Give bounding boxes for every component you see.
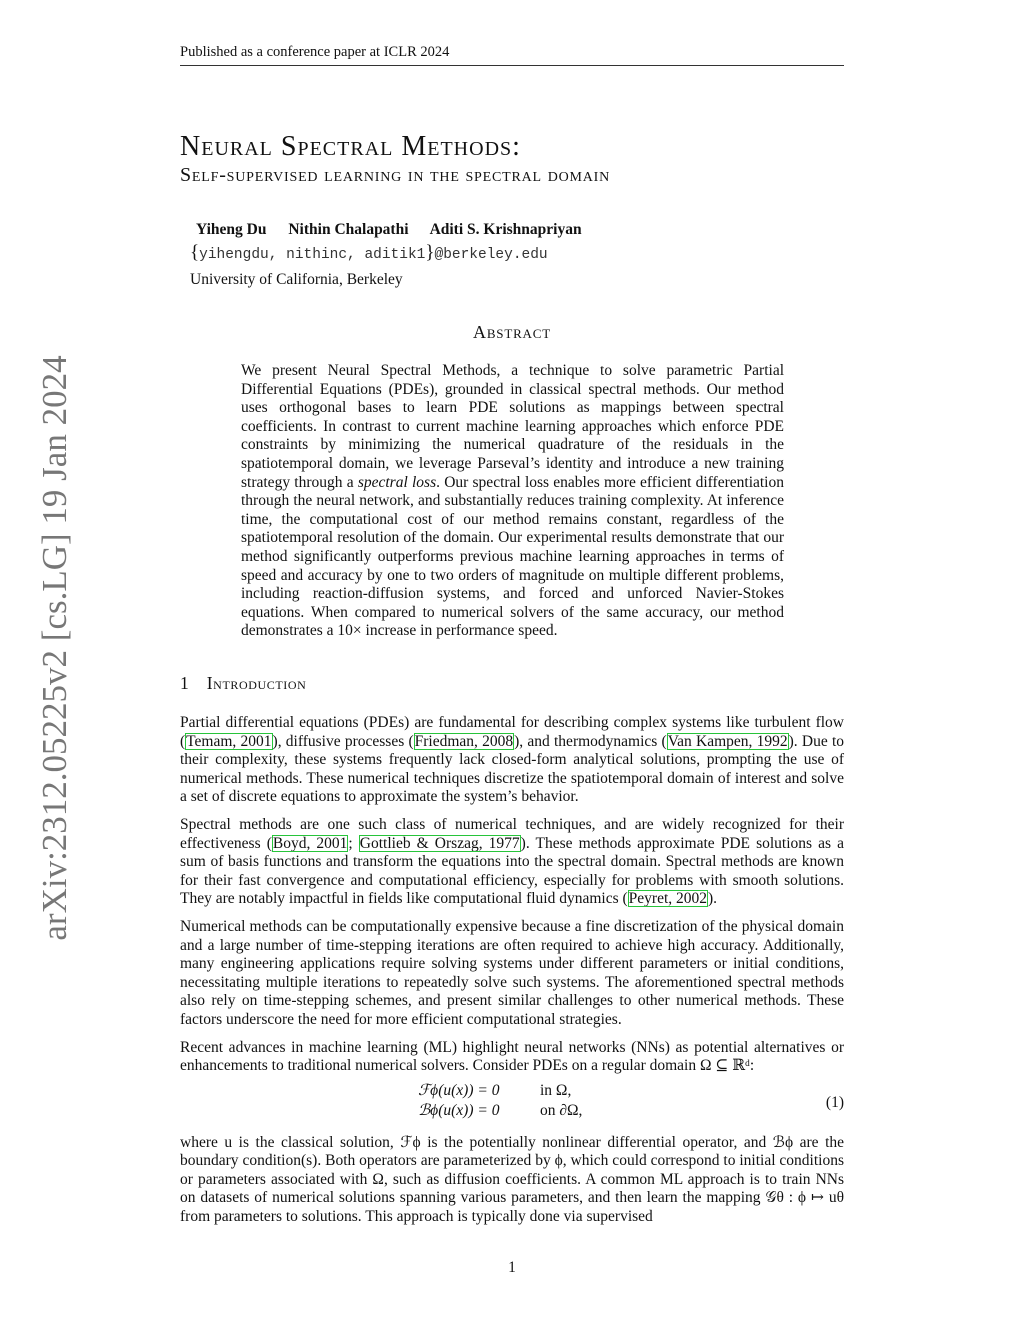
abstract-body: [241, 362, 784, 641]
equation-rhs: in Ω,: [540, 1081, 572, 1099]
paragraph-text: ), diffusive processes (: [272, 732, 414, 750]
running-header: Published as a conference paper at ICLR 2024: [180, 44, 844, 66]
section-number: 1: [180, 673, 189, 693]
equation-rhs: on ∂Ω,: [540, 1101, 583, 1119]
paragraph: Numerical methods can be computationally expensive because a fine discretization of the physical domain and a large number of time-stepping iterations are often required to achieve high accuracy. Additionally, many engineering applications require solving systems under different parameters or initial conditions, necessitating multiple iterations to repeatedly solve such systems. The aforementioned spectral methods also rely on time-stepping schemes, and present similar challenges to other numerical methods. These factors underscore the need for more efficient computational strategies.: [180, 917, 844, 1028]
citation-link[interactable]: Friedman, 2008: [414, 732, 514, 750]
paragraph-text: ;: [348, 834, 359, 852]
abstract-italic-term: spectral loss: [357, 473, 437, 491]
paragraph: [180, 816, 844, 909]
paragraph: where u is the classical solution, ℱϕ is the potentially nonlinear differential operator, and ℬϕ are the boundary condition(s). Both operators are parameterized by ϕ, which could correspond to initial conditions or parameters associated with Ω, such as diffusion coefficients. A common ML approach is to train NNs on datasets of numerical solutions spanning various parameters, and then learn the mapping 𝒢θ : ϕ ↦ uθ from parameters to solutions. This approach is typically done via supervised: [180, 1133, 844, 1226]
abstract-text: We present Neural Spectral Methods, a technique to solve parametric Partial Differential Equations (PDEs), grounded in classical spectral methods. Our method uses orthogonal bases to learn PDE solutions as mappings between spectral coefficients. In contrast to current machine learning approaches which enforce PDE constraints by minimizing the numerical quadrature of the residuals in the spatiotemporal domain, we leverage Parseval’s identity and introduce a new training strategy through a: [241, 362, 784, 491]
equation-line: [418, 1082, 571, 1101]
author-list: [196, 221, 600, 239]
paragraph: Recent advances in machine learning (ML) highlight neural networks (NNs) as potential alternatives or enhancements to traditional numerical solvers. Consider PDEs on a regular domain Ω ⊆ ℝᵈ:: [180, 1038, 844, 1075]
page-number: 1: [508, 1259, 516, 1276]
paragraph: [180, 714, 844, 807]
citation-link[interactable]: Boyd, 2001: [272, 834, 348, 852]
paragraph-text: Partial differential equations (PDEs) are fundamental for describing complex systems like turbulent flow (: [180, 714, 844, 750]
paper-subtitle: Self-supervised learning in the spectral domain: [180, 164, 611, 186]
author-name: Yiheng Du: [196, 221, 267, 238]
email-brace-open: {: [190, 242, 200, 263]
introduction-body: [180, 714, 844, 1236]
section-heading: [180, 673, 306, 694]
paragraph-text: ). Due to their complexity, these systems frequently lack closed-form analytical solutions, prompting the use of numerical methods. These numerical techniques discretize the spatiotemporal domain of interest and solve a set of discrete equations to approximate the system’s behavior.: [180, 732, 845, 806]
paragraph-text: ), and thermodynamics (: [514, 732, 667, 750]
author-name: Aditi S. Krishnapriyan: [429, 221, 582, 238]
affiliation: University of California, Berkeley: [190, 271, 403, 288]
paragraph-text: Spectral methods are one such class of numerical techniques, and are widely recognized for their effectiveness (: [180, 815, 844, 852]
equation-lhs: ℬϕ(u(x)) = 0: [418, 1101, 500, 1119]
author-name: Nithin Chalapathi: [288, 221, 409, 238]
arxiv-identifier: arXiv:2312.05225v2 [cs.LG] 19 Jan 2024: [35, 355, 74, 941]
citation-link[interactable]: Peyret, 2002: [628, 890, 708, 908]
abstract-text: . Our spectral loss enables more efficient differentiation through the neural network, and substantially reduces training complexity. At inference time, the computational cost of our method remains constant, regardless of the spatiotemporal resolution of the domain. Our experimental results demonstrate that our method significantly outperforms previous machine learning approaches in terms of speed and accuracy by one to two orders of magnitude on multiple different problems, including reaction-diffusion systems, and forced and unforced Navier-Stokes equations. When compared to numerical solvers of the same accuracy, our method demonstrates a 10× increase in performance speed.: [241, 473, 784, 640]
section-title: Introduction: [206, 673, 307, 693]
citation-link[interactable]: Gottlieb & Orszag, 1977: [359, 834, 520, 852]
paragraph-text: ). These methods approximate PDE solutions as a sum of basis functions and transform the equations into the spectral domain. Spectral methods are known for their fast convergence and computational efficiency, especially for problems with smooth solutions. They are notably impactful in fields like computational fluid dynamics (: [180, 834, 844, 908]
citation-link[interactable]: Van Kampen, 1992: [667, 732, 788, 750]
email-domain: @berkeley.edu: [434, 247, 548, 263]
email-usernames: yihengdu, nithinc, aditik1: [199, 247, 426, 263]
paragraph-text: ).: [708, 890, 718, 908]
equation-1: [180, 1080, 844, 1128]
paper-title: Neural Spectral Methods:: [180, 131, 521, 162]
equation-line: [418, 1102, 582, 1121]
citation-link[interactable]: Temam, 2001: [186, 732, 272, 750]
equation-lhs: ℱϕ(u(x)) = 0: [418, 1081, 500, 1099]
abstract-heading: Abstract: [473, 322, 551, 342]
email-brace-close: }: [425, 242, 435, 263]
author-emails: [190, 242, 548, 264]
equation-number: (1): [825, 1093, 844, 1111]
